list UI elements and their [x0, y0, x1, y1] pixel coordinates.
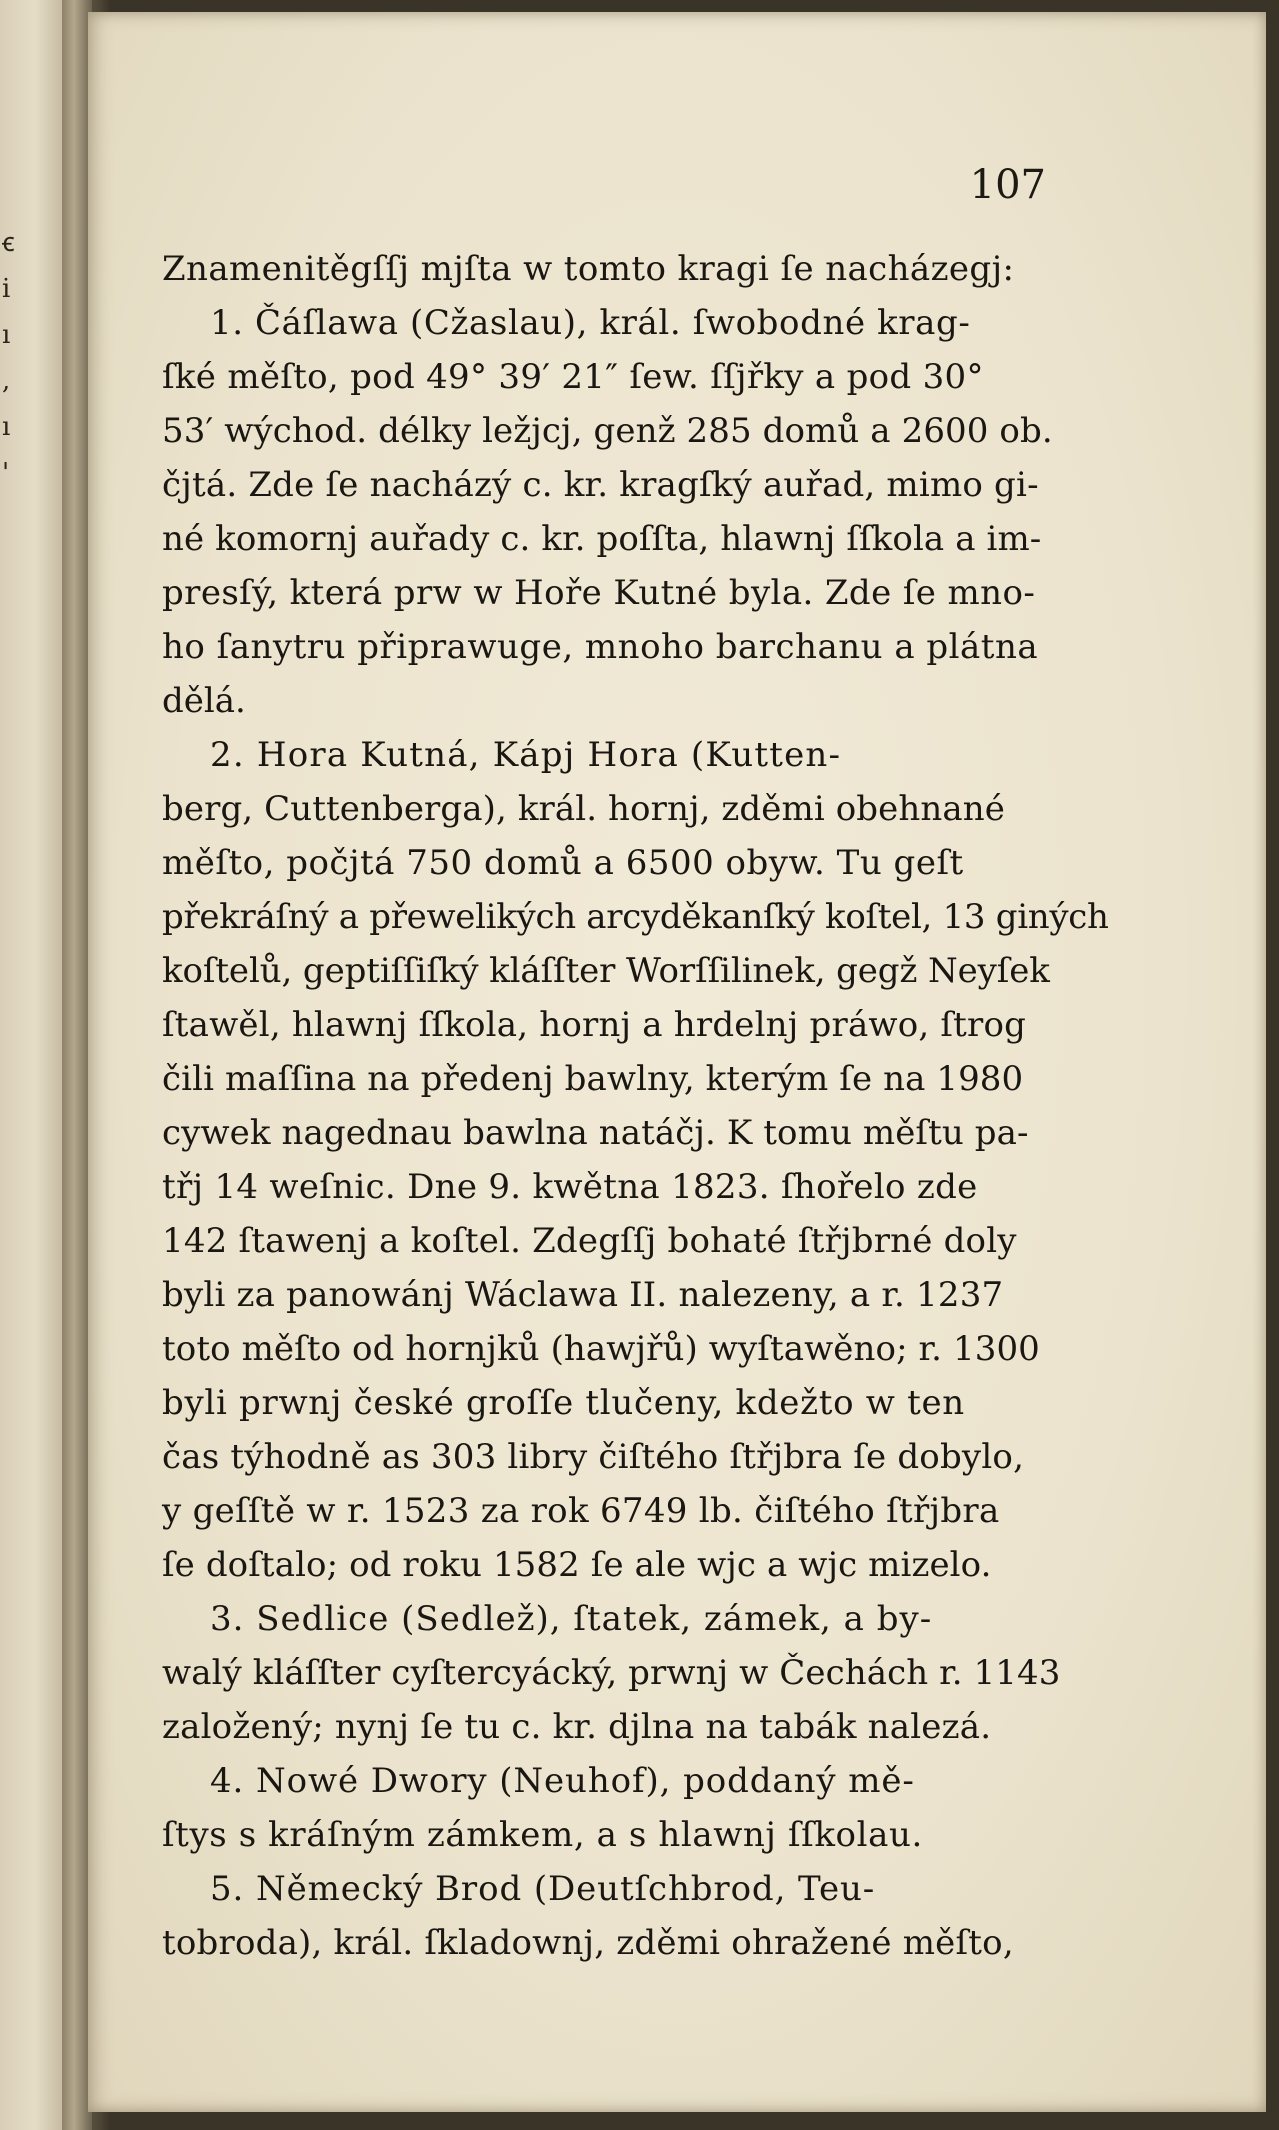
- text-line: presſý, která prw w Hoře Kutné byla. Zde ſe mno-: [162, 573, 1036, 613]
- text-line: ſtys s kráſným zámkem, a s hlawnj ſſkolau.: [162, 1815, 923, 1855]
- text-line: byli za panowánj Wáclawa II. nalezeny, a r. 1237: [162, 1275, 1004, 1315]
- text-line: čas týhodně as 303 libry čiſtého ſtřjbra ſe dobylo,: [162, 1437, 1025, 1477]
- previous-page-edge: [0, 0, 62, 2130]
- text-line: 53′ wýchod. délky ležjcj, genž 285 domů a 2600 ob.: [162, 411, 1053, 451]
- text-line: koſtelů, geptiſſiſký kláſſter Worſſilinek, gegž Neyſek: [162, 951, 1050, 991]
- text-line: byli prwnj české groſſe tlučeny, kdežto w ten: [162, 1383, 965, 1423]
- text-line: berg, Cuttenberga), král. hornj, zděmi obehnané: [162, 789, 1005, 829]
- previous-page-edge-text: ꞓ i ı , ı ': [2, 228, 15, 488]
- text-line: 1. Čáſlawa (Cžaslau), král. ſwobodné krag-: [210, 303, 971, 343]
- text-line: 4. Nowé Dwory (Neuhof), poddaný mě-: [210, 1761, 915, 1801]
- page-number: 107: [969, 162, 1046, 208]
- text-line: dělá.: [162, 681, 246, 721]
- text-line: 142 ſtawenj a koſtel. Zdegſſj bohaté ſtřjbrné doly: [162, 1221, 1017, 1261]
- text-line: třj 14 weſnic. Dne 9. kwětna 1823. ſhořelo zde: [162, 1167, 978, 1207]
- text-line: ſe doſtalo; od roku 1582 ſe ale wjc a wjc mizelo.: [162, 1545, 992, 1585]
- text-line: čjtá. Zde ſe nacházý c. kr. kragſký auřad, mimo gi-: [162, 465, 1039, 505]
- text-line: měſto, počjtá 750 domů a 6500 obyw. Tu geſt: [162, 843, 964, 883]
- page: [88, 12, 1266, 2112]
- text-line: Znamenitěgſſj mjſta w tomto kragi ſe nacházegj:: [162, 249, 1015, 289]
- text-line: 5. Německý Brod (Deutſchbrod, Teu-: [210, 1869, 876, 1909]
- text-line: tobroda), král. ſkladownj, zděmi ohražené měſto,: [162, 1923, 1014, 1963]
- text-line: čili maſſina na předenj bawlny, kterým ſe na 1980: [162, 1059, 1024, 1099]
- text-line: ſké měſto, pod 49° 39′ 21″ ſew. ſſjřky a pod 30°: [162, 357, 984, 397]
- text-line: překráſný a přewelikých arcyděkanſký koſtel, 13 giných: [162, 897, 1109, 937]
- text-line: 3. Sedlice (Sedlež), ſtatek, zámek, a by-: [210, 1599, 933, 1639]
- text-line: né komornj auřady c. kr. poſſta, hlawnj ſſkola a im-: [162, 519, 1042, 559]
- text-line: ſtawěl, hlawnj ſſkola, hornj a hrdelnj práwo, ſtrog: [162, 1005, 1027, 1045]
- text-line: 2. Hora Kutná, Kápj Hora (Kutten-: [210, 735, 842, 775]
- text-line: ho ſanytru připrawuge, mnoho barchanu a plátna: [162, 627, 1039, 667]
- text-line: cywek nagednau bawlna natáčj. K tomu měſtu pa-: [162, 1113, 1029, 1153]
- text-line: walý kláſſter cyſtercyácký, prwnj w Čechách r. 1143: [162, 1653, 1061, 1693]
- text-line: založený; nynj ſe tu c. kr. djlna na tabák nalezá.: [162, 1707, 992, 1747]
- text-line: toto měſto od hornjků (hawjřů) wyſtawěno; r. 1300: [162, 1329, 1040, 1369]
- text-line: y geſſtě w r. 1523 za rok 6749 lb. čiſtého ſtřjbra: [162, 1491, 1000, 1531]
